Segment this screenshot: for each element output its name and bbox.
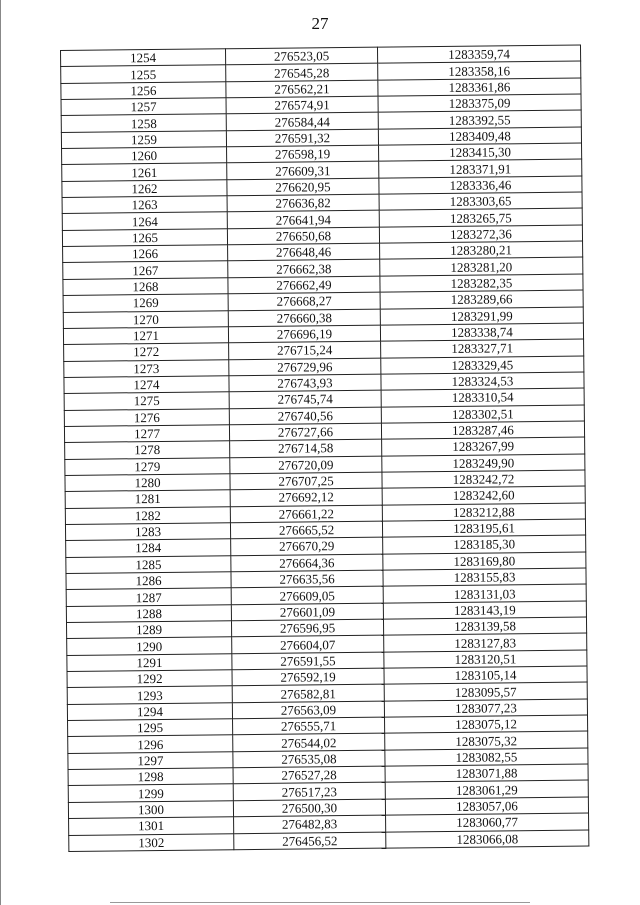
scan-edge [0, 0, 1, 905]
x-coordinate-cell: 276591,55 [232, 652, 384, 670]
y-coordinate-cell: 1283310,54 [381, 388, 584, 406]
point-number-cell: 1270 [63, 310, 228, 328]
point-number-cell: 1287 [66, 588, 231, 606]
y-coordinate-cell: 1283105,14 [384, 666, 587, 684]
y-coordinate-cell: 1283415,30 [379, 143, 582, 161]
point-number-cell: 1297 [68, 752, 233, 770]
x-coordinate-cell: 276696,19 [228, 325, 380, 343]
y-coordinate-cell: 1283120,51 [384, 650, 587, 668]
y-coordinate-cell: 1283082,55 [385, 748, 588, 766]
x-coordinate-cell: 276517,23 [233, 783, 385, 801]
point-number-cell: 1261 [62, 163, 227, 181]
y-coordinate-cell: 1283075,12 [385, 715, 588, 733]
point-number-cell: 1300 [68, 801, 233, 819]
point-number-cell: 1269 [63, 294, 228, 312]
x-coordinate-cell: 276635,56 [231, 570, 383, 588]
point-number-cell: 1299 [68, 784, 233, 802]
y-coordinate-cell: 1283280,21 [380, 241, 583, 259]
x-coordinate-cell: 276620,95 [227, 178, 379, 196]
point-number-cell: 1263 [62, 196, 227, 214]
x-coordinate-cell: 276692,12 [230, 488, 382, 506]
x-coordinate-cell: 276715,24 [229, 341, 381, 359]
x-coordinate-cell: 276527,28 [233, 766, 385, 784]
point-number-cell: 1281 [65, 490, 230, 508]
point-number-cell: 1279 [65, 457, 230, 475]
y-coordinate-cell: 1283071,88 [385, 764, 588, 782]
table-body [61, 45, 589, 851]
point-number-cell: 1262 [62, 180, 227, 198]
x-coordinate-cell: 276609,31 [227, 162, 379, 180]
y-coordinate-cell: 1283289,66 [380, 290, 583, 308]
y-coordinate-cell: 1283358,16 [378, 61, 581, 79]
point-number-cell: 1268 [63, 278, 228, 296]
x-coordinate-cell: 276665,52 [230, 521, 382, 539]
x-coordinate-cell: 276544,02 [233, 734, 385, 752]
x-coordinate-cell: 276555,71 [233, 717, 385, 735]
coordinates-table [60, 45, 589, 852]
x-coordinate-cell: 276661,22 [230, 505, 382, 523]
y-coordinate-cell: 1283291,99 [380, 307, 583, 325]
x-coordinate-cell: 276740,56 [229, 407, 381, 425]
y-coordinate-cell: 1283327,71 [381, 339, 584, 357]
point-number-cell: 1290 [67, 637, 232, 655]
y-coordinate-cell: 1283249,90 [382, 454, 585, 472]
y-coordinate-cell: 1283127,83 [384, 633, 587, 651]
x-coordinate-cell: 276727,66 [229, 423, 381, 441]
x-coordinate-cell: 276598,19 [227, 145, 379, 163]
x-coordinate-cell: 276482,83 [234, 815, 386, 833]
x-coordinate-cell: 276714,58 [230, 439, 382, 457]
point-number-cell: 1296 [68, 735, 233, 753]
y-coordinate-cell: 1283281,20 [380, 258, 583, 276]
y-coordinate-cell: 1283302,51 [381, 405, 584, 423]
y-coordinate-cell: 1283060,77 [386, 813, 589, 831]
y-coordinate-cell: 1283131,03 [383, 584, 586, 602]
y-coordinate-cell: 1283169,80 [383, 552, 586, 570]
x-coordinate-cell: 276648,46 [228, 243, 380, 261]
point-number-cell: 1291 [67, 653, 232, 671]
x-coordinate-cell: 276660,38 [228, 309, 380, 327]
y-coordinate-cell: 1283371,91 [379, 159, 582, 177]
x-coordinate-cell: 276456,52 [234, 832, 386, 850]
point-number-cell: 1260 [62, 147, 227, 165]
x-coordinate-cell: 276535,08 [233, 750, 385, 768]
point-number-cell: 1292 [67, 670, 232, 688]
point-number-cell: 1295 [68, 719, 233, 737]
point-number-cell: 1282 [65, 506, 230, 524]
point-number-cell: 1293 [67, 686, 232, 704]
point-number-cell: 1280 [65, 474, 230, 492]
point-number-cell: 1286 [66, 572, 231, 590]
y-coordinate-cell: 1283375,09 [378, 94, 581, 112]
point-number-cell: 1283 [65, 523, 230, 541]
x-coordinate-cell: 276545,28 [226, 64, 378, 82]
x-coordinate-cell: 276574,91 [226, 96, 378, 114]
y-coordinate-cell: 1283336,46 [379, 176, 582, 194]
x-coordinate-cell: 276729,96 [229, 358, 381, 376]
point-number-cell: 1302 [69, 833, 234, 851]
point-number-cell: 1259 [61, 130, 226, 148]
point-number-cell: 1264 [62, 212, 227, 230]
point-number-cell: 1273 [64, 359, 229, 377]
x-coordinate-cell: 276707,25 [230, 472, 382, 490]
x-coordinate-cell: 276596,95 [231, 619, 383, 637]
y-coordinate-cell: 1283155,83 [383, 568, 586, 586]
x-coordinate-cell: 276745,74 [229, 390, 381, 408]
y-coordinate-cell: 1283272,36 [379, 225, 582, 243]
y-coordinate-cell: 1283287,46 [381, 421, 584, 439]
y-coordinate-cell: 1283057,06 [385, 797, 588, 815]
y-coordinate-cell: 1283329,45 [381, 356, 584, 374]
point-number-cell: 1265 [62, 229, 227, 247]
point-number-cell: 1285 [66, 555, 231, 573]
point-number-cell: 1294 [67, 702, 232, 720]
y-coordinate-cell: 1283265,75 [379, 208, 582, 226]
y-coordinate-cell: 1283282,35 [380, 274, 583, 292]
point-number-cell: 1258 [61, 114, 226, 132]
point-number-cell: 1276 [64, 408, 229, 426]
x-coordinate-cell: 276662,49 [228, 276, 380, 294]
point-number-cell: 1301 [69, 817, 234, 835]
y-coordinate-cell: 1283095,57 [384, 682, 587, 700]
y-coordinate-cell: 1283242,60 [382, 486, 585, 504]
x-coordinate-cell: 276670,29 [231, 537, 383, 555]
y-coordinate-cell: 1283061,29 [385, 780, 588, 798]
point-number-cell: 1288 [66, 604, 231, 622]
point-number-cell: 1277 [64, 425, 229, 443]
point-number-cell: 1266 [63, 245, 228, 263]
y-coordinate-cell: 1283303,65 [379, 192, 582, 210]
x-coordinate-cell: 276662,38 [228, 260, 380, 278]
point-number-cell: 1271 [63, 327, 228, 345]
x-coordinate-cell: 276523,05 [225, 47, 377, 65]
page-number: 27 [311, 14, 329, 33]
y-coordinate-cell: 1283338,74 [380, 323, 583, 341]
x-coordinate-cell: 276601,09 [231, 603, 383, 621]
y-coordinate-cell: 1283324,53 [381, 372, 584, 390]
point-number-cell: 1257 [61, 98, 226, 116]
y-coordinate-cell: 1283075,32 [385, 731, 588, 749]
y-coordinate-cell: 1283185,30 [383, 535, 586, 553]
x-coordinate-cell: 276636,82 [227, 194, 379, 212]
x-coordinate-cell: 276641,94 [227, 211, 379, 229]
x-coordinate-cell: 276592,19 [232, 668, 384, 686]
y-coordinate-cell: 1283359,74 [377, 45, 580, 63]
x-coordinate-cell: 276609,05 [231, 586, 383, 604]
scan-artifact-line [110, 902, 530, 903]
y-coordinate-cell: 1283139,58 [383, 617, 586, 635]
y-coordinate-cell: 1283392,55 [378, 110, 581, 128]
y-coordinate-cell: 1283143,19 [383, 601, 586, 619]
y-coordinate-cell: 1283267,99 [382, 437, 585, 455]
x-coordinate-cell: 276664,36 [231, 554, 383, 572]
x-coordinate-cell: 276720,09 [230, 456, 382, 474]
y-coordinate-cell: 1283195,61 [382, 519, 585, 537]
x-coordinate-cell: 276500,30 [233, 799, 385, 817]
point-number-cell: 1255 [61, 65, 226, 83]
point-number-cell: 1254 [61, 49, 226, 67]
point-number-cell: 1284 [66, 539, 231, 557]
x-coordinate-cell: 276582,81 [232, 685, 384, 703]
point-number-cell: 1267 [63, 261, 228, 279]
coordinates-table-wrapper [60, 45, 589, 852]
x-coordinate-cell: 276563,09 [232, 701, 384, 719]
x-coordinate-cell: 276604,07 [232, 636, 384, 654]
y-coordinate-cell: 1283409,48 [378, 127, 581, 145]
point-number-cell: 1298 [68, 768, 233, 786]
x-coordinate-cell: 276743,93 [229, 374, 381, 392]
y-coordinate-cell: 1283361,86 [378, 78, 581, 96]
y-coordinate-cell: 1283077,23 [384, 699, 587, 717]
x-coordinate-cell: 276562,21 [226, 80, 378, 98]
y-coordinate-cell: 1283242,72 [382, 470, 585, 488]
point-number-cell: 1289 [66, 621, 231, 639]
point-number-cell: 1275 [64, 392, 229, 410]
x-coordinate-cell: 276668,27 [228, 292, 380, 310]
point-number-cell: 1272 [64, 343, 229, 361]
x-coordinate-cell: 276584,44 [226, 113, 378, 131]
x-coordinate-cell: 276650,68 [227, 227, 379, 245]
point-number-cell: 1274 [64, 376, 229, 394]
x-coordinate-cell: 276591,32 [226, 129, 378, 147]
point-number-cell: 1278 [65, 441, 230, 459]
point-number-cell: 1256 [61, 81, 226, 99]
y-coordinate-cell: 1283212,88 [382, 503, 585, 521]
y-coordinate-cell: 1283066,08 [386, 830, 589, 848]
